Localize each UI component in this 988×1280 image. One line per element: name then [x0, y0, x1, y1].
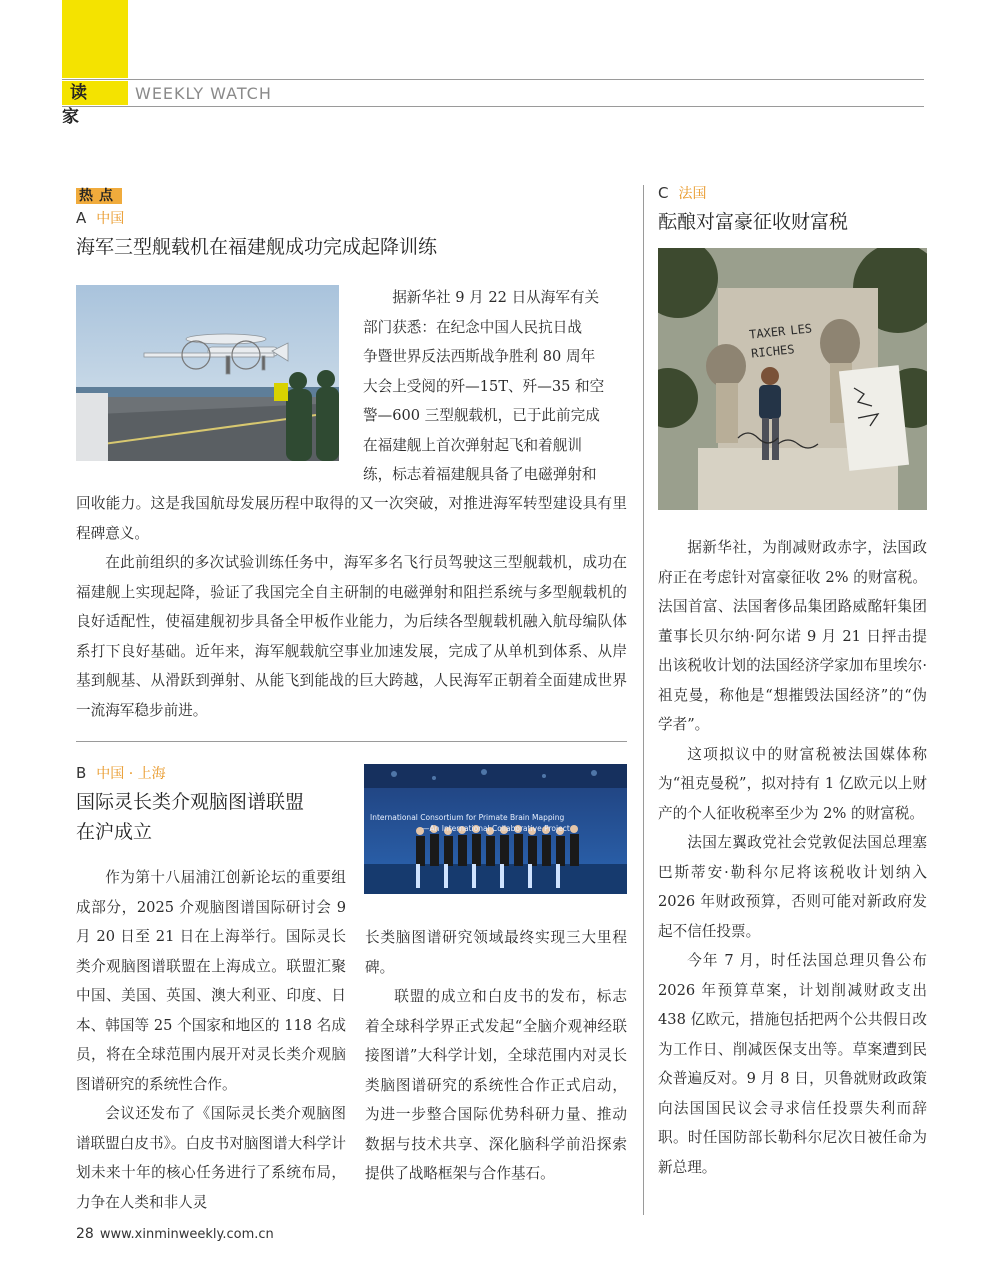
photo-graffiti-text: TAXER LES RICHES	[748, 321, 813, 361]
article-c-letter: C	[658, 184, 669, 202]
article-b-title-line1: 国际灵长类介观脑图谱联盟	[76, 791, 305, 813]
article-a-line-5: 警—600 三型舰载机，已于此前完成	[363, 407, 600, 424]
article-c-region: 法国	[678, 186, 707, 202]
footer-url: www.xinminweekly.com.cn	[99, 1227, 274, 1242]
article-a-line-4: 大会上受阅的歼—15T、歼—35 和空	[363, 377, 605, 395]
article-b-para1: 作为第十八届浦江创新论坛的重要组成部分，2025 介观脑图谱国际研讨会 9 月 20 日至 21 日在上海举行。国际灵长类介观脑图谱联盟在上海成立。联盟汇聚中国、美国、英国、澳大利亚、印度、日本、韩国等 25 个国家和地区的 118 名成员，将在全球范围内展开对灵长类介观脑图谱研究的系统性合作。	[76, 869, 346, 1093]
column-label: 读家	[62, 81, 128, 105]
article-c-title: 酝酿对富豪征收财富税	[658, 211, 849, 233]
article-b-title-line2: 在沪成立	[76, 821, 153, 843]
header-yellow-tab	[62, 0, 128, 78]
article-a-line-7: 练，标志着福建舰具备了电磁弹射和	[363, 466, 597, 483]
article-c-para2: 这项拟议中的财富税被法国媒体称为“祖克曼税”，拟对持有 1 亿欧元以上财产的个人征收税率至少为 2% 的财富税。	[658, 745, 927, 822]
photo-banner-line1: International Consortium for Primate Brain Mapping	[370, 813, 565, 822]
header-rule-bottom	[62, 106, 924, 107]
article-b-letter: B	[76, 764, 87, 782]
article-a-region: 中国	[96, 211, 125, 227]
article-c-body	[658, 533, 927, 1182]
article-b-title	[76, 787, 346, 847]
page-number: 28	[76, 1226, 94, 1242]
article-b-para2: 会议还发布了《国际灵长类介观脑图谱联盟白皮书》。白皮书对脑图谱大科学计划未来十年的核心任务进行了系统布局，力争在人类和非人灵	[76, 1105, 346, 1211]
carrier-aircraft-photo	[76, 285, 339, 461]
header-rule-top	[62, 79, 924, 80]
page-footer	[76, 1226, 274, 1242]
article-a-letter: A	[76, 209, 87, 227]
article-b-region: 中国 · 上海	[96, 766, 166, 782]
article-divider	[76, 741, 627, 742]
article-a-body	[76, 489, 627, 725]
article-a-line-6: 在福建舰上首次弹射起飞和着舰训	[363, 436, 582, 454]
article-b-col2-cont: 长类脑图谱研究领域最终实现三大里程碑。	[365, 929, 627, 976]
article-b-col2	[365, 923, 627, 1189]
column-label-en: WEEKLY WATCH	[135, 84, 272, 103]
section-badge: 热点	[76, 185, 122, 205]
article-b-col1	[76, 863, 346, 1217]
article-c-label	[658, 183, 706, 204]
article-c-para3: 法国左翼政党社会党敦促法国总理塞巴斯蒂安·勒科尔尼将该税收计划纳入 2026 年财政预算，否则可能对新政府发起不信任投票。	[658, 834, 927, 940]
column-divider	[643, 185, 644, 1215]
article-a-line-2: 部门获悉：在纪念中国人民抗日战	[363, 318, 582, 336]
article-a-para1-wrap	[363, 283, 626, 490]
photo-banner-line2: —An International Collaborative Project	[422, 824, 570, 833]
article-a-line-1: 据新华社 9 月 22 日从海军有关	[392, 289, 600, 306]
article-b-para3: 联盟的成立和白皮书的发布，标志着全球科学界正式发起“全脑介观神经联接图谱”大科学计划，全球范围内对灵长类脑图谱研究的系统性合作正式启动，为进一步整合国际优势科研力量、推动数据与技术共享、深化脑科学前沿探索提供了战略框架与合作基石。	[365, 988, 627, 1182]
photo-banner-text	[370, 812, 620, 834]
article-b-label	[76, 763, 166, 784]
article-c-para4: 今年 7 月，时任法国总理贝鲁公布 2026 年预算草案，计划削减财政支出 438 亿欧元，措施包括把两个公共假日改为工作日、削减医保支出等。草案遭到民众普遍反对。9 月 8 日，贝鲁就财政政策向法国国民议会寻求信任投票失利而辞职。时任国防部长勒科尔尼次日被任命为新总理。	[658, 952, 927, 1176]
protest-statue-photo	[658, 248, 927, 510]
article-c-para1: 据新华社，为削减财政赤字，法国政府正在考虑针对富豪征收 2% 的财富税。法国首富、法国奢侈品集团路威酩轩集团董事长贝尔纳·阿尔诺 9 月 21 日抨击提出该税收计划的法国经济学家加布里埃尔·祖克曼，称他是“想摧毁法国经济”的“伪学者”。	[658, 539, 927, 733]
article-a-para1-rest: 回收能力。这是我国航母发展历程中取得的又一次突破，对推进海军转型建设具有里程碑意义。	[76, 495, 627, 542]
article-a-para2: 在此前组织的多次试验训练任务中，海军多名飞行员驾驶这三型舰载机，成功在福建舰上实现起降，验证了我国完全自主研制的电磁弹射和阻拦系统与多型舰载机的良好适配性，使福建舰初步具备全甲板作业能力，为后续各型舰载机融入航母编队体系打下良好基础。近年来，海军舰载航空事业加速发展，完成了从单机到体系、从岸基到舰基、从滑跃到弹射、从能飞到能战的巨大跨越，人民海军正朝着全面建成世界一流海军稳步前进。	[76, 554, 627, 719]
article-a-line-3: 争暨世界反法西斯战争胜利 80 周年	[363, 348, 596, 365]
conference-stage-photo	[364, 764, 627, 894]
article-a-label	[76, 208, 124, 229]
article-a-title: 海军三型舰载机在福建舰成功完成起降训练	[76, 236, 438, 258]
